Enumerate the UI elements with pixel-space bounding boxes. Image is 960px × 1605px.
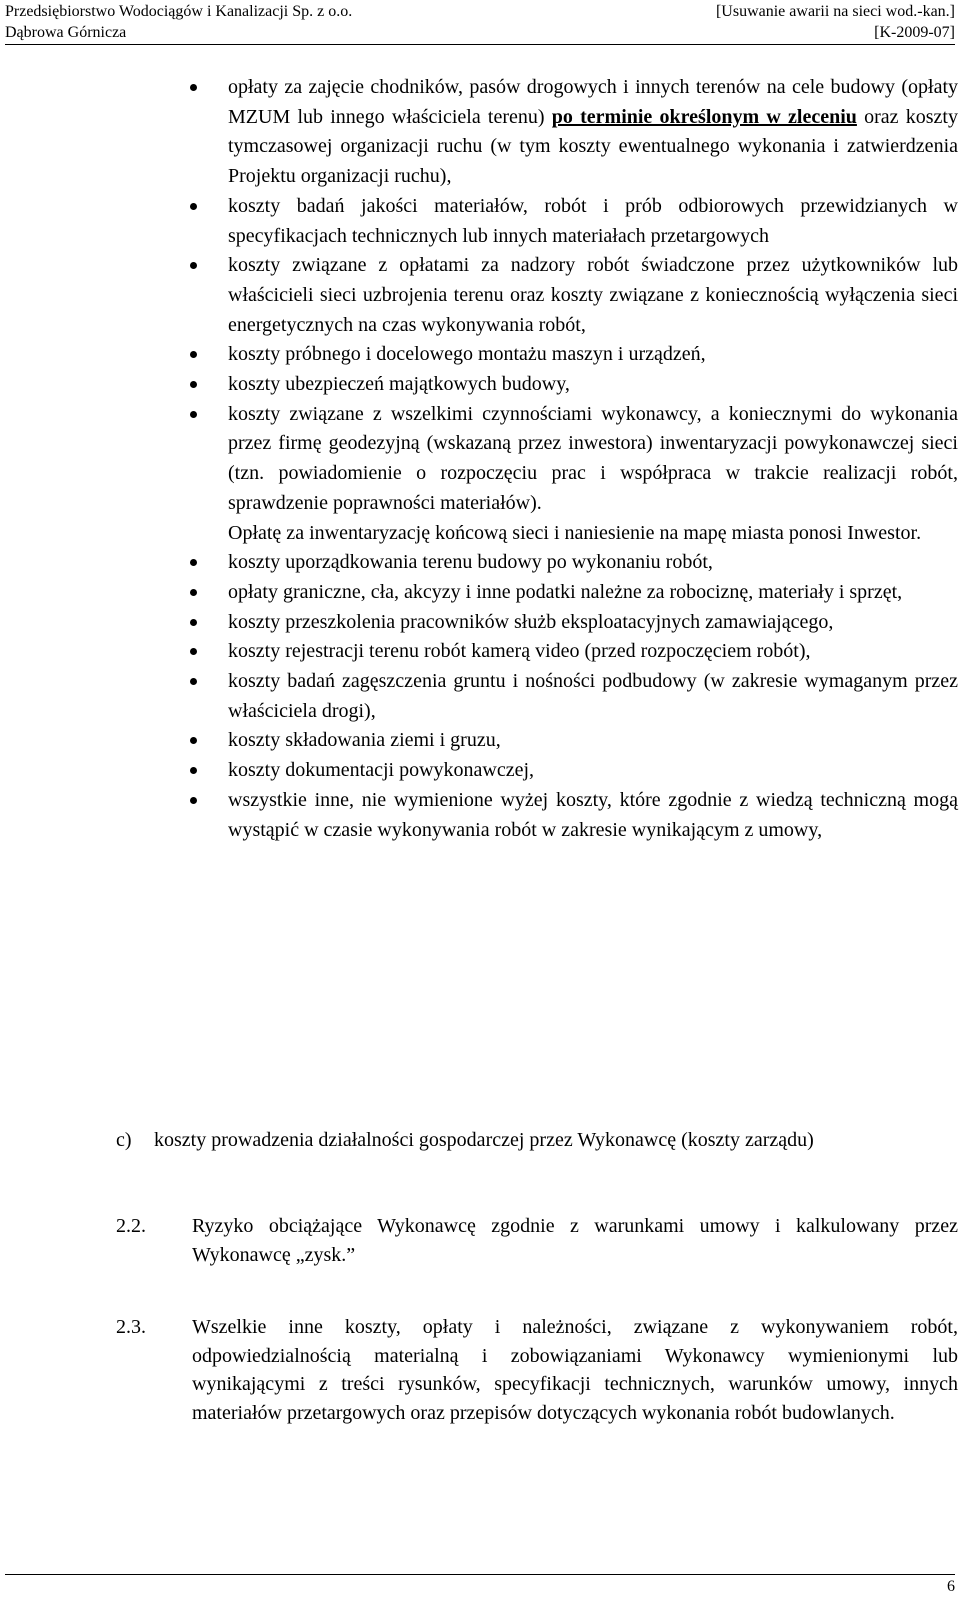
section-2-2-number: 2.2. (116, 1215, 146, 1237)
section-2-3-text: Wszelkie inne koszty, opłaty i należności, związane z wykonywaniem robót, odpowiedzialnością materialną i zobowiązaniami Wykonawcy wymienionymi lub wynikającymi z treści rysunków, specyfikacji technicznych, warunków umowy, innych materiałów przetargowych oraz przepisów dotyczących wykonania robót budowlanych. (192, 1316, 958, 1424)
bullet-icon (190, 678, 197, 685)
list-item: koszty badań jakości materiałów, robót i prób odbiorowych przewidzianych w specyfikacjach technicznych lub innych materiałach przetargowych (190, 192, 958, 251)
header-right (716, 1, 955, 43)
footer-rule (5, 1574, 955, 1575)
bullet-icon (190, 619, 197, 626)
list-item: koszty uporządkowania terenu budowy po wykonaniu robót, (190, 548, 958, 578)
bullet-icon (190, 648, 197, 655)
header-title: [Usuwanie awarii na sieci wod.-kan.] (715, 3, 955, 20)
header-city: Dąbrowa Górnicza (5, 24, 127, 41)
bullet-icon (190, 262, 197, 269)
cost-bullet-list (190, 73, 958, 845)
bullet-icon (190, 381, 197, 388)
bullet-icon (190, 411, 197, 418)
bullet-icon (190, 559, 197, 566)
header-code: [K-2009-07] (874, 24, 955, 41)
bullet-icon (190, 84, 197, 91)
section-2-3 (116, 1313, 958, 1427)
list-item: koszty próbnego i docelowego montażu maszyn i urządzeń, (190, 340, 958, 370)
underlined-term: po terminie określonym w zleceniu (551, 105, 857, 128)
page-header (5, 0, 955, 45)
section-2-2 (116, 1212, 958, 1269)
section-2-3-number: 2.3. (116, 1316, 146, 1338)
inventory-note: Opłatę za inwentaryzację końcową sieci i naniesienie na mapę miasta ponosi Inwestor. (228, 521, 922, 544)
list-item: koszty dokumentacji powykonawczej, (190, 756, 958, 786)
bullet-icon (190, 797, 197, 804)
bullet-icon (190, 737, 197, 744)
list-item: koszty związane z wszelkimi czynnościami wykonawcy, a koniecznymi do wykonania przez firmę geodezyjną (wskazaną przez inwestora) inwentaryzacji powykonawczej sieci (tzn. powiadomienie o rozpoczęciu prac i współpraca w trakcie realizacji robót, sprawdzenie poprawności materiałów). (190, 400, 958, 519)
section-c (116, 1126, 958, 1155)
list-item: koszty rejestracji terenu robót kamerą video (przed rozpoczęciem robót), (190, 637, 958, 667)
list-item: koszty składowania ziemi i gruzu, (190, 726, 958, 756)
header-company: Przedsiębiorstwo Wodociągów i Kanalizacji Sp. z o.o. (5, 3, 353, 20)
bullet-icon (190, 351, 197, 358)
list-item: koszty przeszkolenia pracowników służb eksploatacyjnych zamawiającego, (190, 608, 958, 638)
header-left (5, 1, 352, 43)
list-item: opłaty graniczne, cła, akcyzy i inne podatki należne za robociznę, materiały i sprzęt, (190, 578, 958, 608)
section-c-text: koszty prowadzenia działalności gospodarczej przez Wykonawcę (koszty zarządu) (154, 1129, 814, 1151)
section-2-2-text: Ryzyko obciążające Wykonawcę zgodnie z warunkami umowy i kalkulowany przez Wykonawcę „zysk.” (192, 1215, 958, 1266)
list-item: wszystkie inne, nie wymienione wyżej koszty, które zgodnie z wiedzą techniczną mogą wystąpić w czasie wykonywania robót w zakresie wynikającym z umowy, (190, 786, 958, 845)
list-item: koszty ubezpieczeń majątkowych budowy, (190, 370, 958, 400)
list-item: koszty związane z opłatami za nadzory robót świadczone przez użytkowników lub właścicieli sieci uzbrojenia terenu oraz koszty związane z koniecznością wyłączenia sieci energetycznych na czas wykonywania robót, (190, 251, 958, 340)
page-number: 6 (947, 1578, 955, 1595)
bullet-icon (190, 767, 197, 774)
list-item: opłaty za zajęcie chodników, pasów drogowych i innych terenów na cele budowy (opłaty MZUM lub innego właściciela terenu) po terminie określonym w zleceniu oraz koszty tymczasowej organizacji ruchu (w tym koszty ewentualnego wykonania i zatwierdzenia Projektu organizacji ruchu), (190, 73, 958, 192)
list-item: koszty badań zagęszczenia gruntu i nośności podbudowy (w zakresie wymaganym przez właściciela drogi), (190, 667, 958, 726)
bullet-icon (190, 203, 197, 210)
section-c-number: c) (116, 1129, 132, 1151)
bullet-icon (190, 589, 197, 596)
